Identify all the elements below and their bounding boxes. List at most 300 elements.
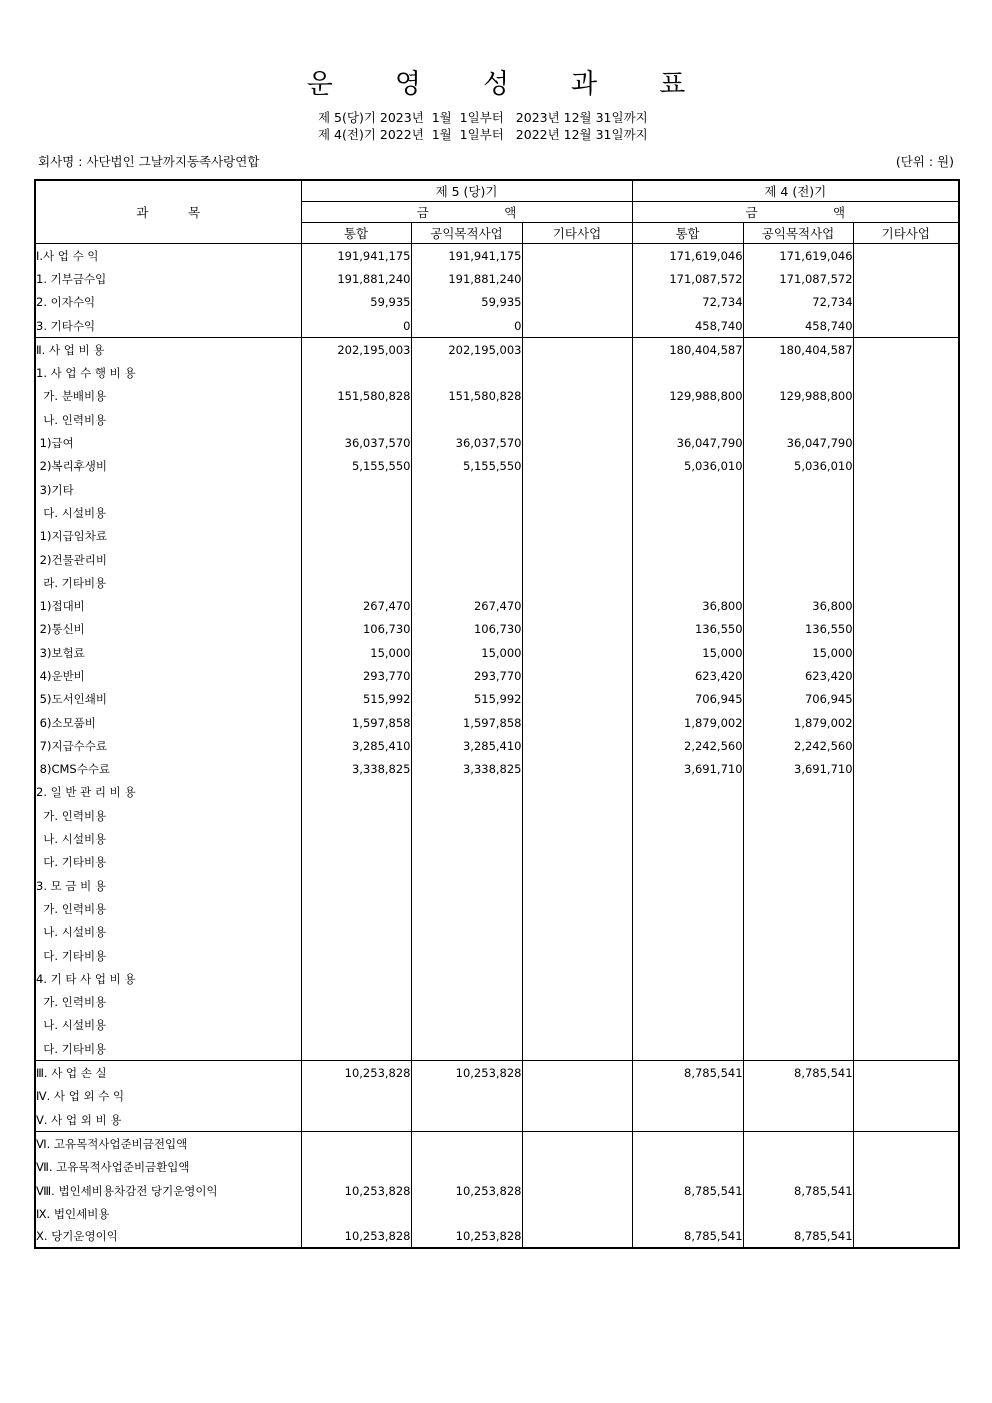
amount-cell	[853, 781, 959, 804]
amount-cell	[301, 478, 411, 501]
amount-cell: 59,935	[411, 291, 522, 314]
amount-cell	[743, 1156, 853, 1179]
amount-cell: 36,037,570	[411, 431, 522, 454]
amount-cell	[522, 594, 632, 617]
table-row	[35, 314, 959, 338]
table-row	[35, 1108, 959, 1132]
amount-cell	[522, 1179, 632, 1202]
amount-cell	[632, 921, 743, 944]
amount-cell	[411, 501, 522, 524]
amount-cell: 202,195,003	[411, 338, 522, 362]
col-header-other: 기타사업	[522, 223, 632, 244]
amount-cell	[411, 851, 522, 874]
row-label: 나. 시설비용	[35, 827, 301, 850]
amount-cell: 3,691,710	[743, 758, 853, 781]
amount-cell: 15,000	[301, 641, 411, 664]
amount-cell: 151,580,828	[411, 385, 522, 408]
amount-cell: 3,285,410	[411, 734, 522, 757]
amount-cell: 8,785,541	[632, 1179, 743, 1202]
row-label: 2. 이자수익	[35, 291, 301, 314]
amount-cell: 5,155,550	[301, 455, 411, 478]
amount-cell	[522, 1132, 632, 1156]
amount-cell	[522, 1061, 632, 1085]
amount-cell	[522, 688, 632, 711]
amount-cell	[743, 991, 853, 1014]
table-row	[35, 1037, 959, 1061]
amount-cell	[301, 1014, 411, 1037]
amount-cell: 10,253,828	[411, 1179, 522, 1202]
amount-cell: 706,945	[743, 688, 853, 711]
row-label: Ⅲ. 사 업 손 실	[35, 1061, 301, 1085]
row-label: 5)도서인쇄비	[35, 688, 301, 711]
amount-cell	[632, 361, 743, 384]
amount-cell	[743, 1037, 853, 1061]
row-label: 8)CMS수수료	[35, 758, 301, 781]
row-label: 1)접대비	[35, 594, 301, 617]
amount-cell	[743, 548, 853, 571]
amount-cell	[853, 734, 959, 757]
table-row	[35, 478, 959, 501]
amount-cell	[522, 1202, 632, 1225]
amount-cell	[853, 1037, 959, 1061]
amount-cell: 1,879,002	[632, 711, 743, 734]
amount-cell	[853, 641, 959, 664]
amount-cell	[853, 1179, 959, 1202]
row-label: 다. 시설비용	[35, 501, 301, 524]
amount-cell: 5,036,010	[632, 455, 743, 478]
amount-cell	[411, 991, 522, 1014]
amount-cell: 180,404,587	[743, 338, 853, 362]
amount-cell	[632, 944, 743, 967]
amount-cell	[411, 1132, 522, 1156]
amount-cell	[632, 478, 743, 501]
row-label: 다. 기타비용	[35, 851, 301, 874]
amount-cell	[522, 501, 632, 524]
title-char: 운	[306, 69, 333, 100]
row-label: 1)지급임차료	[35, 525, 301, 548]
amount-cell	[411, 478, 522, 501]
table-row	[35, 267, 959, 290]
period-current: 제 5(당)기 2023년 1월 1일부터 2023년 12월 31일까지	[318, 110, 648, 125]
table-row	[35, 1132, 959, 1156]
title-char: 성	[482, 69, 510, 100]
table-row	[35, 455, 959, 478]
amount-cell	[632, 991, 743, 1014]
amount-cell: 136,550	[632, 618, 743, 641]
row-label: 7)지급수수료	[35, 734, 301, 757]
amount-header: 금 액	[301, 202, 632, 223]
table-row	[35, 641, 959, 664]
amount-cell	[853, 804, 959, 827]
amount-cell: 1,597,858	[301, 711, 411, 734]
amount-cell	[411, 967, 522, 990]
amount-cell	[853, 1132, 959, 1156]
table-row	[35, 991, 959, 1014]
row-label: 3)기타	[35, 478, 301, 501]
amount-cell	[411, 781, 522, 804]
row-label: Ⅸ. 법인세비용	[35, 1202, 301, 1225]
amount-cell	[522, 267, 632, 290]
table-row	[35, 1061, 959, 1085]
amount-cell	[632, 1202, 743, 1225]
amount-cell	[743, 827, 853, 850]
col-header-public: 공익목적사업	[411, 223, 522, 244]
amount-cell	[522, 641, 632, 664]
row-label: Ⅹ. 당기운영이익	[35, 1225, 301, 1248]
amount-cell	[411, 1108, 522, 1132]
table-row	[35, 385, 959, 408]
amount-cell: 72,734	[743, 291, 853, 314]
col-header-total: 통합	[632, 223, 743, 244]
amount-cell: 293,770	[411, 664, 522, 687]
amount-cell: 129,988,800	[743, 385, 853, 408]
amount-cell	[301, 525, 411, 548]
table-row	[35, 408, 959, 431]
col-header-other: 기타사업	[853, 223, 959, 244]
amount-cell: 136,550	[743, 618, 853, 641]
unit-label: (단위 : 원)	[895, 154, 954, 169]
amount-cell: 2,242,560	[743, 734, 853, 757]
amount-cell	[853, 1156, 959, 1179]
amount-cell: 515,992	[411, 688, 522, 711]
amount-cell	[853, 827, 959, 850]
amount-cell	[853, 548, 959, 571]
row-label: Ⅴ. 사 업 외 비 용	[35, 1108, 301, 1132]
amount-cell	[301, 1156, 411, 1179]
subject-header: 과 목	[35, 180, 301, 244]
amount-cell: 706,945	[632, 688, 743, 711]
amount-cell	[853, 1014, 959, 1037]
amount-cell	[301, 1085, 411, 1108]
amount-cell: 1,597,858	[411, 711, 522, 734]
amount-cell	[853, 1108, 959, 1132]
row-label: 2)건물관리비	[35, 548, 301, 571]
amount-cell: 0	[411, 314, 522, 338]
amount-cell	[853, 408, 959, 431]
amount-cell: 202,195,003	[301, 338, 411, 362]
amount-cell	[853, 501, 959, 524]
amount-cell: 191,881,240	[301, 267, 411, 290]
amount-cell	[632, 548, 743, 571]
row-label: 6)소모품비	[35, 711, 301, 734]
amount-cell	[522, 314, 632, 338]
row-label: Ⅷ. 법인세비용차감전 당기운영이익	[35, 1179, 301, 1202]
row-label: 가. 인력비용	[35, 804, 301, 827]
table-row	[35, 734, 959, 757]
table-row	[35, 921, 959, 944]
amount-cell: 151,580,828	[301, 385, 411, 408]
table-row	[35, 618, 959, 641]
amount-cell	[522, 734, 632, 757]
amount-cell	[411, 361, 522, 384]
amount-cell	[522, 1156, 632, 1179]
current-period-header: 제 5 (당)기	[301, 180, 632, 202]
amount-cell: 3,338,825	[301, 758, 411, 781]
amount-cell: 0	[301, 314, 411, 338]
amount-cell	[632, 1037, 743, 1061]
amount-cell: 515,992	[301, 688, 411, 711]
amount-cell	[743, 525, 853, 548]
row-label: 1)급여	[35, 431, 301, 454]
amount-cell	[853, 1061, 959, 1085]
amount-cell: 36,800	[743, 594, 853, 617]
amount-cell	[522, 804, 632, 827]
amount-cell	[632, 571, 743, 594]
amount-cell	[743, 944, 853, 967]
amount-cell: 191,941,175	[411, 244, 522, 268]
row-label: Ⅵ. 고유목적사업준비금전입액	[35, 1132, 301, 1156]
table-row	[35, 688, 959, 711]
amount-cell	[522, 664, 632, 687]
table-row	[35, 571, 959, 594]
table-row	[35, 664, 959, 687]
amount-cell: 8,785,541	[632, 1225, 743, 1248]
amount-cell	[411, 874, 522, 897]
amount-cell	[522, 944, 632, 967]
amount-cell: 36,800	[632, 594, 743, 617]
table-row	[35, 804, 959, 827]
amount-cell: 3,691,710	[632, 758, 743, 781]
amount-cell: 59,935	[301, 291, 411, 314]
amount-cell: 8,785,541	[743, 1061, 853, 1085]
row-label: 다. 기타비용	[35, 944, 301, 967]
amount-cell: 171,087,572	[743, 267, 853, 290]
amount-cell	[301, 804, 411, 827]
amount-cell: 15,000	[743, 641, 853, 664]
amount-cell	[522, 525, 632, 548]
row-label: 4)운반비	[35, 664, 301, 687]
amount-cell	[522, 548, 632, 571]
amount-cell: 106,730	[411, 618, 522, 641]
amount-cell	[853, 664, 959, 687]
amount-cell	[522, 338, 632, 362]
amount-cell	[522, 431, 632, 454]
amount-cell: 191,881,240	[411, 267, 522, 290]
table-row	[35, 525, 959, 548]
amount-cell: 10,253,828	[301, 1179, 411, 1202]
amount-cell	[853, 338, 959, 362]
amount-cell	[743, 967, 853, 990]
table-row	[35, 1156, 959, 1179]
amount-cell: 8,785,541	[743, 1179, 853, 1202]
amount-cell	[522, 921, 632, 944]
table-row	[35, 758, 959, 781]
amount-cell	[301, 781, 411, 804]
amount-cell	[301, 851, 411, 874]
amount-cell	[522, 758, 632, 781]
amount-cell	[853, 244, 959, 268]
amount-cell	[522, 1014, 632, 1037]
amount-cell	[411, 408, 522, 431]
amount-cell	[853, 594, 959, 617]
amount-cell	[522, 991, 632, 1014]
amount-cell	[632, 804, 743, 827]
amount-cell	[522, 967, 632, 990]
amount-cell	[522, 618, 632, 641]
amount-cell: 10,253,828	[301, 1225, 411, 1248]
amount-cell	[411, 1014, 522, 1037]
amount-cell	[853, 267, 959, 290]
amount-cell	[743, 781, 853, 804]
row-label: 나. 인력비용	[35, 408, 301, 431]
amount-cell	[522, 455, 632, 478]
amount-cell	[411, 571, 522, 594]
amount-cell: 36,047,790	[632, 431, 743, 454]
table-row	[35, 501, 959, 524]
table-row	[35, 781, 959, 804]
amount-cell: 623,420	[743, 664, 853, 687]
table-row	[35, 548, 959, 571]
table-row	[35, 431, 959, 454]
amount-cell	[301, 874, 411, 897]
title-char: 과	[571, 69, 598, 100]
amount-cell	[853, 431, 959, 454]
amount-cell	[301, 967, 411, 990]
row-label: 가. 인력비용	[35, 897, 301, 920]
amount-cell: 15,000	[632, 641, 743, 664]
amount-cell: 2,242,560	[632, 734, 743, 757]
amount-cell: 293,770	[301, 664, 411, 687]
amount-cell	[632, 525, 743, 548]
amount-cell	[743, 501, 853, 524]
amount-cell	[853, 1225, 959, 1248]
amount-cell	[411, 1037, 522, 1061]
amount-cell	[853, 688, 959, 711]
amount-cell	[632, 408, 743, 431]
amount-cell	[743, 921, 853, 944]
amount-cell: 191,941,175	[301, 244, 411, 268]
row-label: 1. 사 업 수 행 비 용	[35, 361, 301, 384]
amount-cell	[853, 571, 959, 594]
amount-cell	[522, 897, 632, 920]
amount-cell: 15,000	[411, 641, 522, 664]
amount-cell: 171,087,572	[632, 267, 743, 290]
table-row	[35, 851, 959, 874]
amount-cell	[853, 758, 959, 781]
amount-cell	[632, 501, 743, 524]
amount-cell	[522, 571, 632, 594]
amount-cell	[522, 781, 632, 804]
amount-cell	[522, 478, 632, 501]
amount-cell	[522, 408, 632, 431]
amount-cell: 3,338,825	[411, 758, 522, 781]
document-title	[0, 62, 992, 101]
amount-cell	[853, 1085, 959, 1108]
col-header-public: 공익목적사업	[743, 223, 853, 244]
amount-cell: 171,619,046	[632, 244, 743, 268]
amount-cell	[743, 571, 853, 594]
row-label: Ⅶ. 고유목적사업준비금환입액	[35, 1156, 301, 1179]
amount-cell	[632, 1108, 743, 1132]
amount-cell: 171,619,046	[743, 244, 853, 268]
table-row	[35, 291, 959, 314]
amount-cell	[301, 944, 411, 967]
amount-cell	[853, 921, 959, 944]
row-label: 다. 기타비용	[35, 1037, 301, 1061]
amount-cell	[853, 874, 959, 897]
title-char: 표	[659, 69, 686, 100]
amount-cell	[522, 1108, 632, 1132]
amount-cell	[853, 361, 959, 384]
amount-cell	[632, 1085, 743, 1108]
amount-cell	[522, 1225, 632, 1248]
amount-cell	[522, 1037, 632, 1061]
amount-cell	[853, 618, 959, 641]
amount-cell	[743, 1014, 853, 1037]
amount-cell	[411, 1202, 522, 1225]
period-prior: 제 4(전)기 2022년 1월 1일부터 2022년 12월 31일까지	[318, 127, 648, 142]
amount-cell	[632, 897, 743, 920]
row-label: 가. 분배비용	[35, 385, 301, 408]
amount-cell	[743, 874, 853, 897]
amount-cell: 10,253,828	[411, 1061, 522, 1085]
amount-cell	[853, 851, 959, 874]
row-label: 가. 인력비용	[35, 991, 301, 1014]
amount-cell	[632, 967, 743, 990]
amount-cell	[522, 851, 632, 874]
row-label: 라. 기타비용	[35, 571, 301, 594]
amount-cell	[411, 827, 522, 850]
amount-cell	[301, 991, 411, 1014]
amount-cell: 458,740	[743, 314, 853, 338]
amount-header: 금 액	[632, 202, 959, 223]
amount-cell	[301, 827, 411, 850]
amount-cell	[411, 525, 522, 548]
amount-cell	[632, 781, 743, 804]
amount-cell	[743, 851, 853, 874]
amount-cell	[411, 804, 522, 827]
amount-cell	[411, 897, 522, 920]
amount-cell: 5,036,010	[743, 455, 853, 478]
amount-cell	[411, 548, 522, 571]
row-label: 2)복리후생비	[35, 455, 301, 478]
amount-cell	[411, 944, 522, 967]
table-row	[35, 1179, 959, 1202]
table-body	[35, 244, 959, 1249]
amount-cell: 8,785,541	[743, 1225, 853, 1248]
amount-cell	[853, 711, 959, 734]
table-row	[35, 1225, 959, 1248]
amount-cell: 1,879,002	[743, 711, 853, 734]
amount-cell	[743, 897, 853, 920]
amount-cell	[853, 291, 959, 314]
amount-cell	[853, 967, 959, 990]
amount-cell	[522, 291, 632, 314]
title-char: 영	[394, 69, 421, 100]
amount-cell: 129,988,800	[632, 385, 743, 408]
table-row	[35, 897, 959, 920]
row-label: Ⅳ. 사 업 외 수 익	[35, 1085, 301, 1108]
amount-cell: 3,285,410	[301, 734, 411, 757]
amount-cell: 10,253,828	[411, 1225, 522, 1248]
table-row	[35, 874, 959, 897]
amount-cell	[301, 1132, 411, 1156]
amount-cell	[743, 1085, 853, 1108]
amount-cell	[301, 897, 411, 920]
amount-cell	[632, 827, 743, 850]
amount-cell: 10,253,828	[301, 1061, 411, 1085]
amount-cell	[743, 1202, 853, 1225]
amount-cell: 458,740	[632, 314, 743, 338]
amount-cell: 180,404,587	[632, 338, 743, 362]
amount-cell	[522, 1085, 632, 1108]
amount-cell	[853, 991, 959, 1014]
amount-cell: 623,420	[632, 664, 743, 687]
amount-cell	[411, 1085, 522, 1108]
row-label: Ⅰ.사 업 수 익	[35, 244, 301, 268]
amount-cell	[522, 827, 632, 850]
amount-cell	[411, 1156, 522, 1179]
